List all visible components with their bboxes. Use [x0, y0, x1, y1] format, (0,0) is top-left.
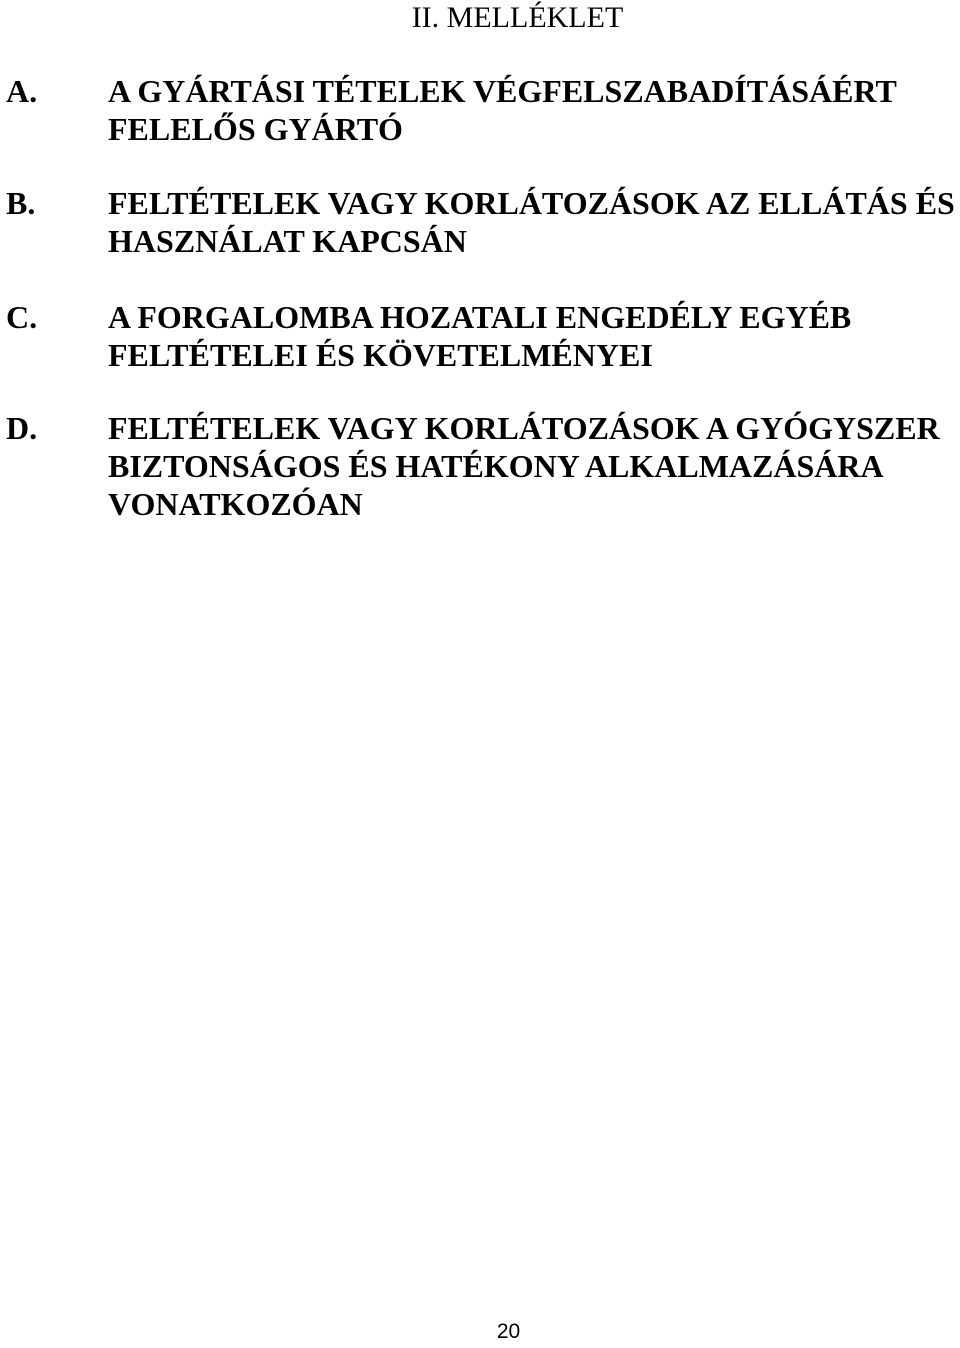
section-heading: A GYÁRTÁSI TÉTELEK VÉGFELSZABADÍTÁSÁÉRT FELELŐS GYÁRTÓ	[108, 73, 897, 147]
section-heading: FELTÉTELEK VAGY KORLÁTOZÁSOK A GYÓGYSZER BIZTONSÁGOS ÉS HATÉKONY ALKALMAZÁSÁRA VONATKOZÓAN	[108, 410, 940, 522]
section-heading: FELTÉTELEK VAGY KORLÁTOZÁSOK AZ ELLÁTÁS ÉS HASZNÁLAT KAPCSÁN	[108, 185, 955, 259]
page-title: II. MELLÉKLET	[411, 1, 624, 34]
section-letter: A.	[6, 73, 38, 109]
page-number: 20	[496, 1320, 521, 1343]
section-heading: A FORGALOMBA HOZATALI ENGEDÉLY EGYÉB FELTÉTELEI ÉS KÖVETELMÉNYEI	[108, 299, 852, 373]
section-letter: D.	[6, 410, 38, 446]
section-letter: C.	[6, 299, 38, 335]
section-letter: B.	[6, 185, 36, 221]
